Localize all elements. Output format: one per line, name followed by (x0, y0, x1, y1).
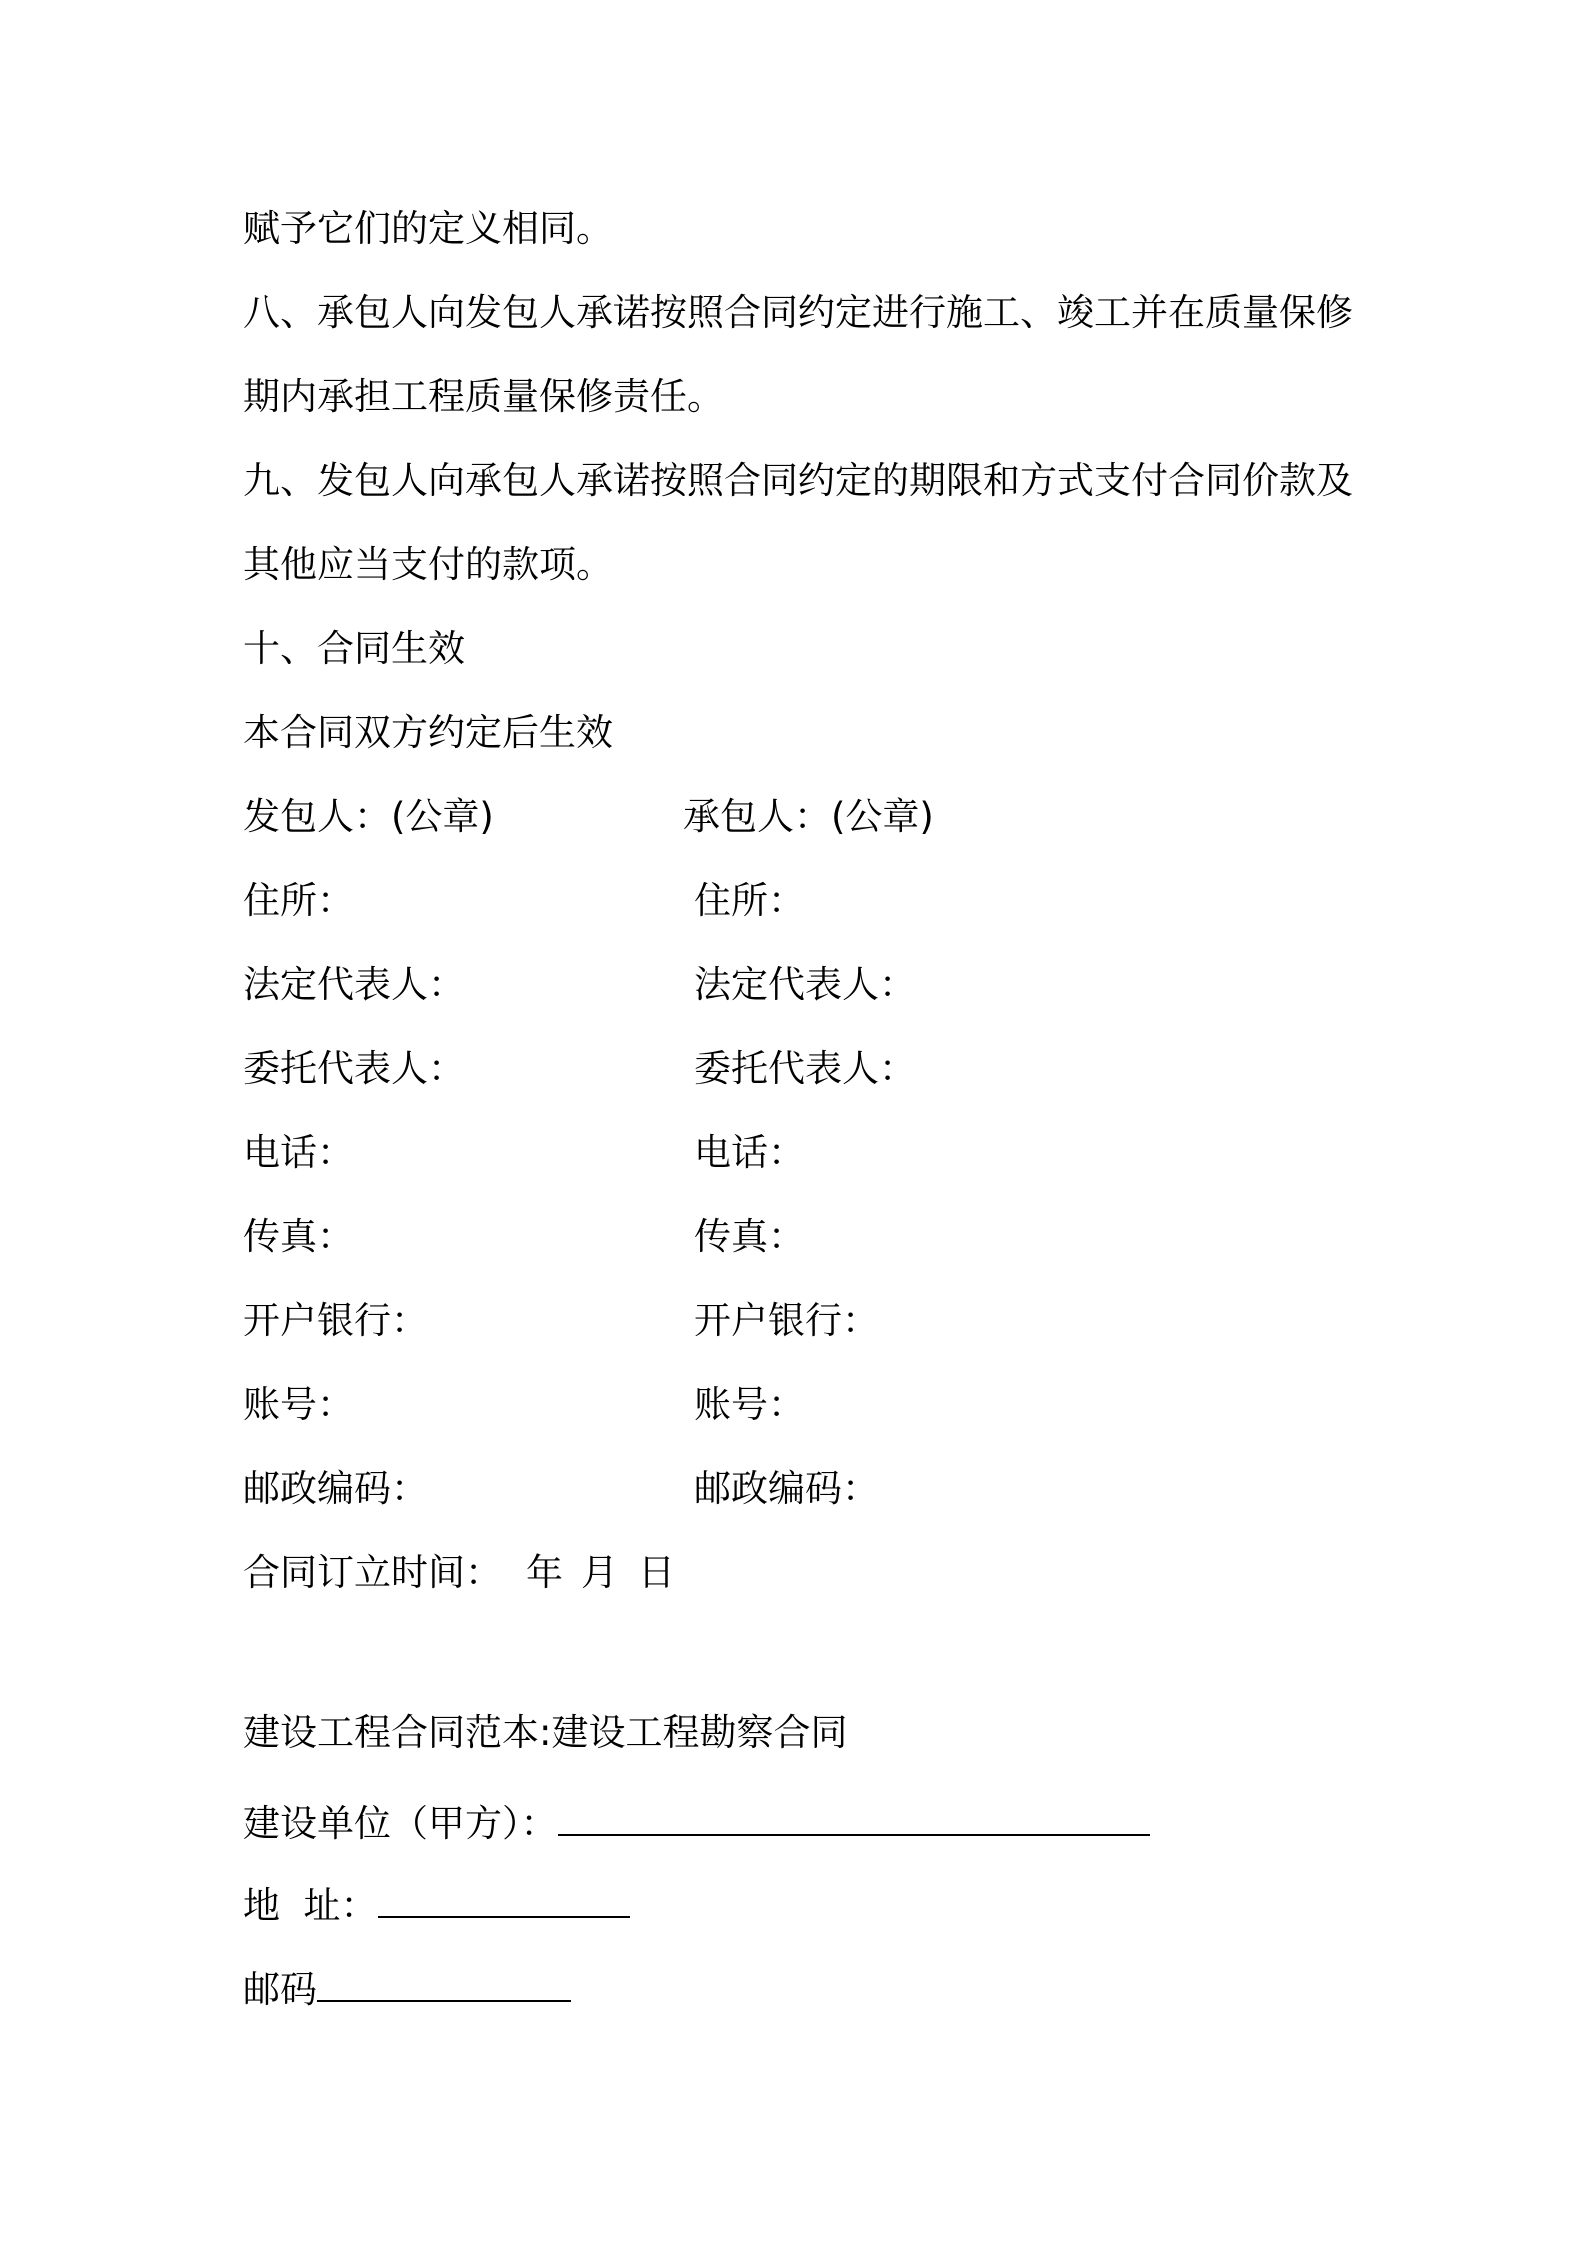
employer-postcode-label: 邮政编码： (243, 1467, 428, 1510)
contractor-bank-label: 开户银行： (694, 1299, 879, 1342)
contract-date-row (243, 1550, 675, 1596)
postcode-blank-line (317, 1966, 571, 2002)
contractor-agent-label: 委托代表人： (694, 1047, 916, 1090)
clause-9-line-2: 其他应当支付的款项。 (243, 543, 613, 586)
contractor-postcode-label: 邮政编码： (694, 1467, 879, 1510)
contractor-legal-rep-label: 法定代表人： (694, 963, 916, 1006)
employer-address-label: 住所： (243, 879, 354, 922)
contract-date-year: 年 (526, 1551, 563, 1594)
contractor-phone-label: 电话： (694, 1131, 805, 1174)
clause-10-text: 本合同双方约定后生效 (243, 711, 613, 754)
employer-phone-label: 电话： (243, 1131, 354, 1174)
address-blank-line (378, 1882, 630, 1918)
contract-date-day: 日 (638, 1551, 675, 1594)
employer-agent-label: 委托代表人： (243, 1047, 465, 1090)
contractor-address-label: 住所： (694, 879, 805, 922)
employer-legal-rep-label: 法定代表人： (243, 963, 465, 1006)
employer-fax-label: 传真： (243, 1215, 354, 1258)
contract-date-label: 合同订立时间： (243, 1551, 502, 1594)
address-row (243, 1882, 630, 1929)
contract-date-month: 月 (581, 1551, 618, 1594)
employer-bank-label: 开户银行： (243, 1299, 428, 1342)
clause-8-line-2: 期内承担工程质量保修责任。 (243, 375, 724, 418)
owner-label: 建设单位（甲方）： (243, 1802, 558, 1845)
owner-row (243, 1800, 1150, 1847)
clause-10-heading: 十、合同生效 (243, 627, 465, 670)
postcode-label: 邮码 (243, 1968, 317, 2011)
clause-9-line-1: 九、发包人向承包人承诺按照合同约定的期限和方式支付合同价款及 (243, 459, 1353, 502)
postcode-row (243, 1966, 571, 2013)
next-contract-title: 建设工程合同范本:建设工程勘察合同 (243, 1711, 848, 1754)
employer-account-label: 账号： (243, 1383, 354, 1426)
contractor-seal-label: 承包人：(公章) (683, 795, 934, 838)
employer-seal-label: 发包人：(公章) (243, 795, 494, 838)
contractor-account-label: 账号： (694, 1383, 805, 1426)
address-label: 地 址： (243, 1884, 378, 1927)
owner-blank-line (558, 1800, 1150, 1836)
paragraph-definitions-tail: 赋予它们的定义相同。 (243, 207, 613, 250)
clause-8-line-1: 八、承包人向发包人承诺按照合同约定进行施工、竣工并在质量保修 (243, 291, 1353, 334)
contractor-fax-label: 传真： (694, 1215, 805, 1258)
